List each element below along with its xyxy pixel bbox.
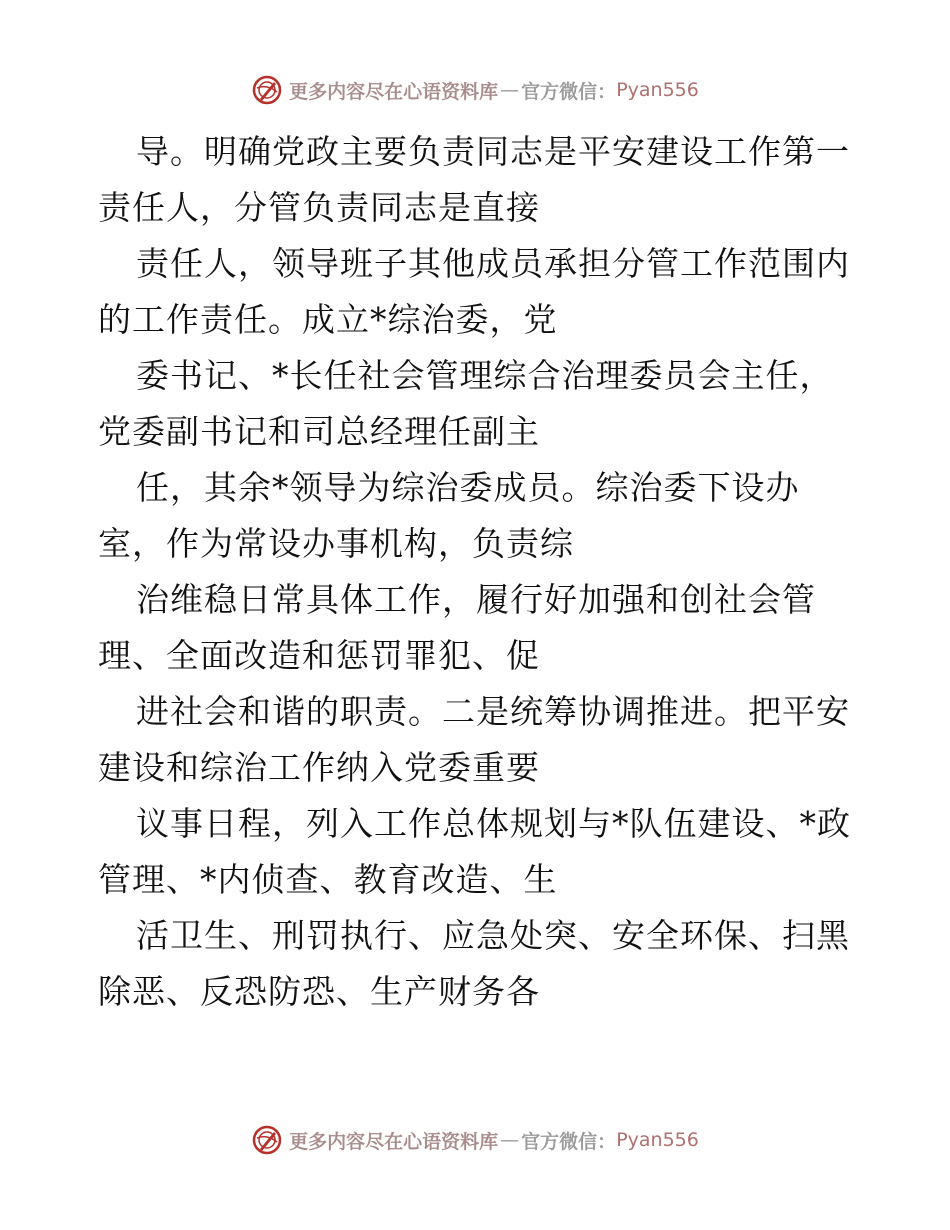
body-line-9: 治维稳日常具体工作，履行好加强和创社会管 (136, 580, 816, 619)
body-line-4: 的工作责任。成立*综治委，党 (98, 300, 558, 339)
body-line-15: 活卫生、刑罚执行、应急处突、安全环保、扫黑 (136, 916, 850, 955)
body-line-12: 建设和综治工作纳入党委重要 (98, 748, 540, 787)
banner-text: 更多内容尽在心语资料库 (289, 1130, 499, 1153)
logo-icon (251, 74, 283, 106)
body-line-13: 议事日程，列入工作总体规划与*队伍建设、*政 (136, 804, 851, 843)
body-line-6: 党委副书记和司总经理任副主 (98, 412, 540, 451)
body-line-5: 委书记、*长任社会管理综合治理委员会主任， (136, 356, 834, 395)
banner-wechat-id: Pyan556 (616, 1129, 699, 1151)
body-line-2: 责任人，分管负责同志是直接 (98, 188, 540, 227)
body-line-16: 除恶、反恐防恐、生产财务各 (98, 972, 540, 1011)
banner-dash: — (500, 79, 520, 101)
logo-icon (251, 1124, 283, 1156)
banner-dash: — (500, 1129, 520, 1151)
banner-wechat-label: 官方微信： (521, 80, 617, 103)
header-banner (0, 70, 950, 110)
document-body (98, 124, 868, 1020)
body-line-7: 任，其余*领导为综治委成员。综治委下设办 (136, 468, 800, 507)
body-line-8: 室，作为常设办事机构，负责综 (98, 524, 574, 563)
footer-banner (0, 1120, 950, 1160)
body-line-3: 责任人，领导班子其他成员承担分管工作范围内 (136, 244, 850, 283)
body-line-1: 导。明确党政主要负责同志是平安建设工作第一 (136, 132, 850, 171)
body-line-14: 管理、*内侦查、教育改造、生 (98, 860, 558, 899)
body-line-10: 理、全面改造和惩罚罪犯、促 (98, 636, 540, 675)
banner-text: 更多内容尽在心语资料库 (289, 80, 499, 103)
body-line-11: 进社会和谐的职责。二是统筹协调推进。把平安 (136, 692, 850, 731)
banner-wechat-label: 官方微信： (521, 1130, 617, 1153)
banner-wechat-id: Pyan556 (616, 79, 699, 101)
